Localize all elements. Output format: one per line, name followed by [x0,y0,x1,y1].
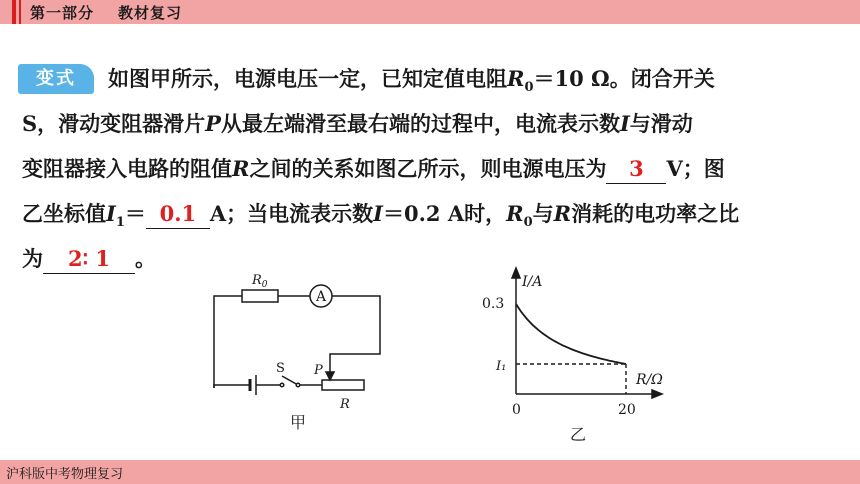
header-section: 教材复习 [118,4,183,22]
resistor-r0 [242,290,278,302]
symbol-i: I [106,201,116,226]
text-segment: 与 [532,201,554,226]
subscript: 0 [523,215,533,231]
question-line-1 [108,65,715,102]
x-axis-arrow [652,390,662,398]
wire-top-left [214,296,242,388]
switch-blade [282,376,298,385]
text-segment: 变阻器接入电路的阻值 [22,156,232,181]
text-segment: ＝10 Ω。闭合开关 [533,66,715,91]
text-segment: 消耗的电功率之比 [571,201,740,226]
label-slider: P [314,363,323,378]
symbol-r: R [232,156,250,181]
wire-top-right [330,296,380,372]
question-line-5 [22,245,156,274]
question-line-2 [22,110,693,138]
x-tick-0: 0 [512,402,521,418]
x-axis-label: R/Ω [636,372,663,388]
ammeter-label: A [316,289,327,305]
answer-ratio[interactable]: 2∶ 1 [43,245,135,274]
footer-text: 沪科版中考物理复习 [6,467,124,482]
y-tick-i1: I₁ [496,359,507,374]
caption-yi: 乙 [570,425,587,444]
rheostat-resistor [322,380,364,390]
answer-i1[interactable]: 0.1 [146,200,210,229]
subscript: 1 [115,215,125,231]
plot-area [516,304,626,394]
current-curve [516,304,626,364]
text-segment: 为 [22,246,43,271]
text-segment: 与滑动 [629,111,693,136]
switch-pivot [280,383,284,387]
symbol-p: P [205,111,221,136]
header-accent-thin [19,0,21,24]
footer-bar [0,460,860,484]
header-accent [12,0,16,24]
text-segment: V；图 [666,156,725,181]
wire-bottom-left [214,385,250,388]
question-line-3 [22,155,725,184]
text-segment: ＝0.2 A时， [383,201,507,226]
text-segment: 乙坐标值 [22,201,106,226]
caption-jia: 甲 [290,413,307,432]
text-segment: A；当电流表示数 [209,201,374,226]
symbol-r: R [553,201,572,226]
header-part: 第一部分 [30,4,95,22]
text-segment: 之间的关系如图乙所示，则电源电压为 [249,156,607,181]
text-segment: 。 [135,246,156,271]
subscript: 0 [524,80,534,96]
answer-voltage[interactable]: 3 [606,155,666,184]
current-resistance-graph [470,266,680,446]
header-title [30,2,206,23]
header-bar [0,0,860,24]
y-tick-0.3: 0.3 [482,296,505,312]
symbol-r: R [507,66,525,91]
text-segment: S，滑动变阻器滑片 [22,111,206,136]
x-tick-20: 20 [618,402,636,418]
circuit-diagram [200,268,400,438]
text-segment: ＝ [124,201,146,226]
symbol-i: I [619,111,630,136]
y-axis-arrow [512,268,520,278]
switch-contact [296,383,300,387]
slider-arrow [326,372,334,380]
label-rheostat: R [340,397,350,412]
question-line-4 [22,200,739,237]
symbol-i: I [373,201,383,226]
text-segment: 如图甲所示，电源电压一定，已知定值电阻 [108,66,507,91]
label-r0: $R_0$ [252,273,268,290]
label-switch: S [276,361,285,376]
variant-badge: 变式 [18,64,94,94]
symbol-r: R [506,201,524,226]
y-axis-label: I/A [522,274,543,290]
text-segment: 从最左端滑至最右端的过程中，电流表示数 [220,111,620,136]
